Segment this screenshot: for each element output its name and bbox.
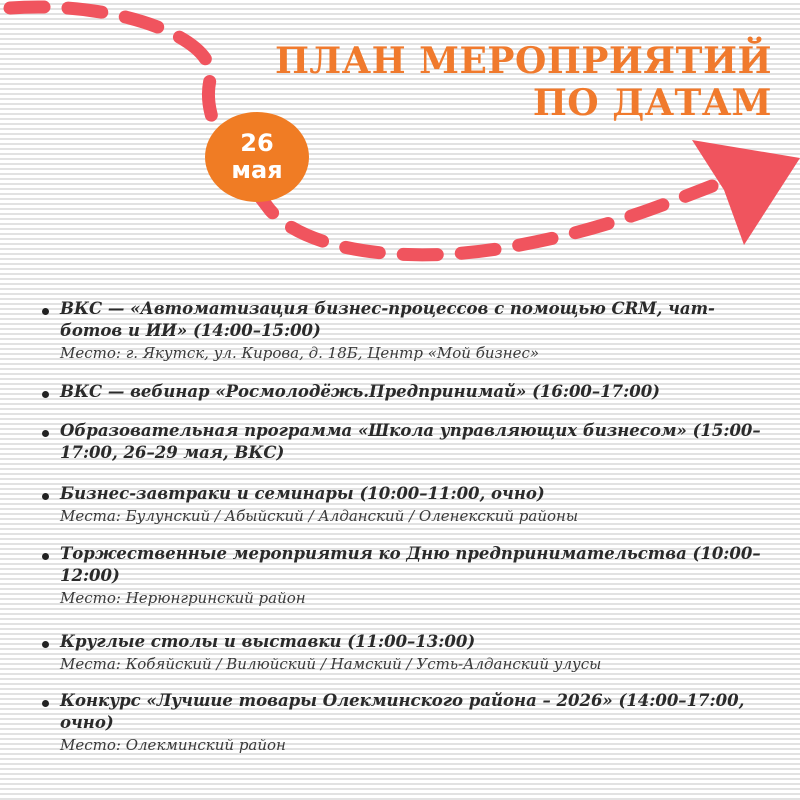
event-item xyxy=(40,381,770,403)
event-item xyxy=(40,690,770,756)
event-title: Торжественные мероприятия ко Дню предпринимательства (10:00–12:00) xyxy=(60,544,761,585)
event-place: Место: Олекминский район xyxy=(60,736,286,754)
event-item xyxy=(40,543,770,609)
event-item xyxy=(40,483,770,527)
event-title: ВКС — вебинар «Росмолодёжь.Предпринимай» (16:00–17:00) xyxy=(60,382,660,401)
date-month: мая xyxy=(231,156,283,184)
event-place: Места: Кобяйский / Вилюйский / Намский / Усть-Алданский улусы xyxy=(60,655,602,673)
event-title: ВКС — «Автоматизация бизнес-процессов с помощью CRM, чат-ботов и ИИ» (14:00–15:00) xyxy=(60,299,715,340)
event-place: Места: Булунский / Абыйский / Алданский / Оленекский районы xyxy=(60,507,579,525)
event-item xyxy=(40,298,770,364)
date-day: 26 xyxy=(240,129,274,157)
page-title-line-2: ПО ДАТАМ xyxy=(532,82,772,124)
event-title: Круглые столы и выставки (11:00–13:00) xyxy=(60,632,476,651)
date-badge xyxy=(205,112,309,202)
event-place: Место: г. Якутск, ул. Кирова, д. 18Б, Центр «Мой бизнес» xyxy=(60,344,540,362)
event-item xyxy=(40,631,770,675)
event-title: Образовательная программа «Школа управляющих бизнесом» (15:00–17:00, 26–29 мая, ВКС) xyxy=(60,421,761,462)
event-title: Бизнес-завтраки и семинары (10:00–11:00, очно) xyxy=(60,484,545,503)
page-title-line-1: ПЛАН МЕРОПРИЯТИЙ xyxy=(274,40,772,82)
event-item xyxy=(40,420,770,464)
event-place: Место: Нерюнгринский район xyxy=(60,589,306,607)
events-list xyxy=(40,298,770,756)
page-title xyxy=(275,40,772,124)
event-title: Конкурс «Лучшие товары Олекминского района – 2026» (14:00–17:00, очно) xyxy=(60,691,745,732)
